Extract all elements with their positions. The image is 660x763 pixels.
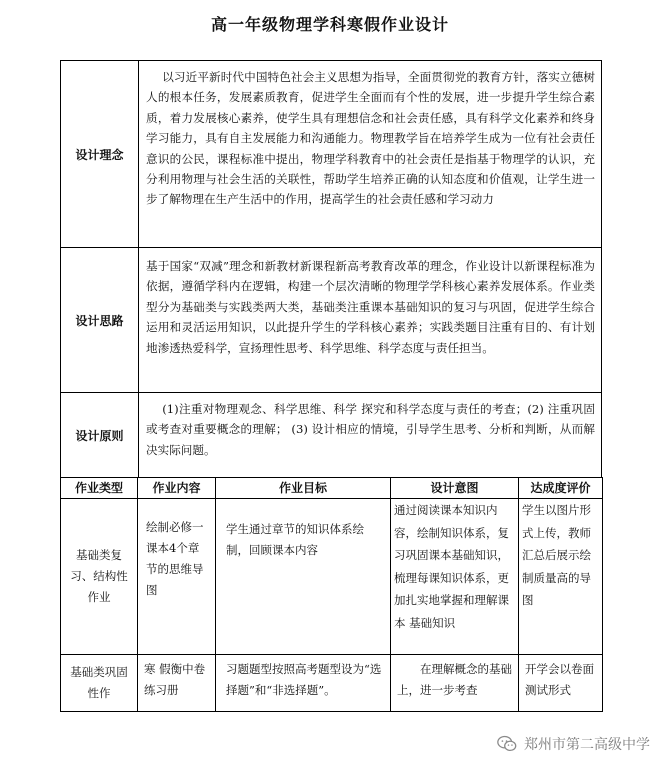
section-design-principles xyxy=(60,392,602,478)
cell-goal: 学生通过章节的知识体系绘制，回顾课本内容 xyxy=(216,499,391,655)
assignment-table xyxy=(60,477,603,712)
cell-type: 基础类复习、结构性作业 xyxy=(61,499,138,655)
cell-type: 基础类巩固性作 xyxy=(61,655,138,712)
header-cell: 作业类型 xyxy=(61,478,138,499)
header-cell: 达成度评价 xyxy=(519,478,603,499)
table-row xyxy=(61,499,603,655)
cell-evaluation: 开学会以卷面测试形式 xyxy=(519,655,603,712)
section-design-approach xyxy=(60,247,602,393)
section-text: 以习近平新时代中国特色社会主义思想为指导，全面贯彻党的教育方针，落实立德树人的根本任务，发展素质教育，促进学生全面而有个性的发展，进一步提升学生综合素质，着力发展核心素养，使学生具有理想信念和社会责任感，具有科学文化素养和终身学习能力，具有自主发展能力和沟通能力。物理教学旨在培养学生成为一位有社会责任意识的公民，课程标准中提出，物理学科教育中的社会责任是指基于物理学的认识，充分利用物理与社会生活的关联性，帮助学生培养正确的认知态度和价值观，让学生进一步了解物理在生产生活中的作用，提高学生的社会责任感和学习动力 xyxy=(146,70,595,207)
header-cell: 作业内容 xyxy=(138,478,216,499)
section-text: (1)注重对物理观念、科学思维、科学 探究和科学态度与责任的考查；(2) 注重巩固或考查对重要概念的理解； (3) 设计相应的情境，引导学生思考、分析和判断，从而解决实际问题。 xyxy=(146,402,595,457)
page-title: 高一年级物理学科寒假作业设计 xyxy=(210,15,449,34)
cell-intent: 在理解概念的基础上，进一步考查 xyxy=(391,655,519,712)
header-cell: 作业目标 xyxy=(216,478,391,499)
cell-evaluation: 学生以图片形式上传，教师汇总后展示绘制质量高的导图 xyxy=(519,499,603,655)
table-row xyxy=(61,655,603,712)
cell-content: 绘制必修一课本4个章节的思维导图 xyxy=(138,499,216,655)
section-text: 基于国家“双减”理念和新教材新课程新高考教育改革的理念，作业设计以新课程标准为依据，遵循学科内在逻辑，构建一个层次清晰的物理学学科核心素养发展体系。作业类型分为基础类与实践类两大类，基础类注重课本基础知识的复习与巩固，促进学生综合运用和灵活运用知识，以此提升学生的学科核心素养；实践类题目注重有目的、有计划地渗透热爱科学，宣扬理性思考、科学思维、科学态度与责任担当。 xyxy=(146,259,595,355)
watermark-text: 郑州市第二高级中学 xyxy=(524,737,650,753)
header-cell: 设计意图 xyxy=(391,478,519,499)
section-design-concept xyxy=(60,60,602,248)
section-label: 设计思路 xyxy=(61,248,139,392)
cell-content: 寒 假衡中卷练习册 xyxy=(138,655,216,712)
wechat-watermark xyxy=(496,733,650,755)
wechat-icon xyxy=(496,733,518,755)
table-header-row xyxy=(61,478,603,499)
cell-goal: 习题题型按照高考题型设为“选择题”和“非选择题”。 xyxy=(216,655,391,712)
section-label: 设计理念 xyxy=(61,61,139,247)
section-label: 设计原则 xyxy=(61,393,139,477)
cell-intent: 通过阅读课本知识内容，绘制知识体系，复习巩固课本基础知识，梳理每课知识体系，更加扎实地掌握和理解课本 基础知识 xyxy=(391,499,519,655)
